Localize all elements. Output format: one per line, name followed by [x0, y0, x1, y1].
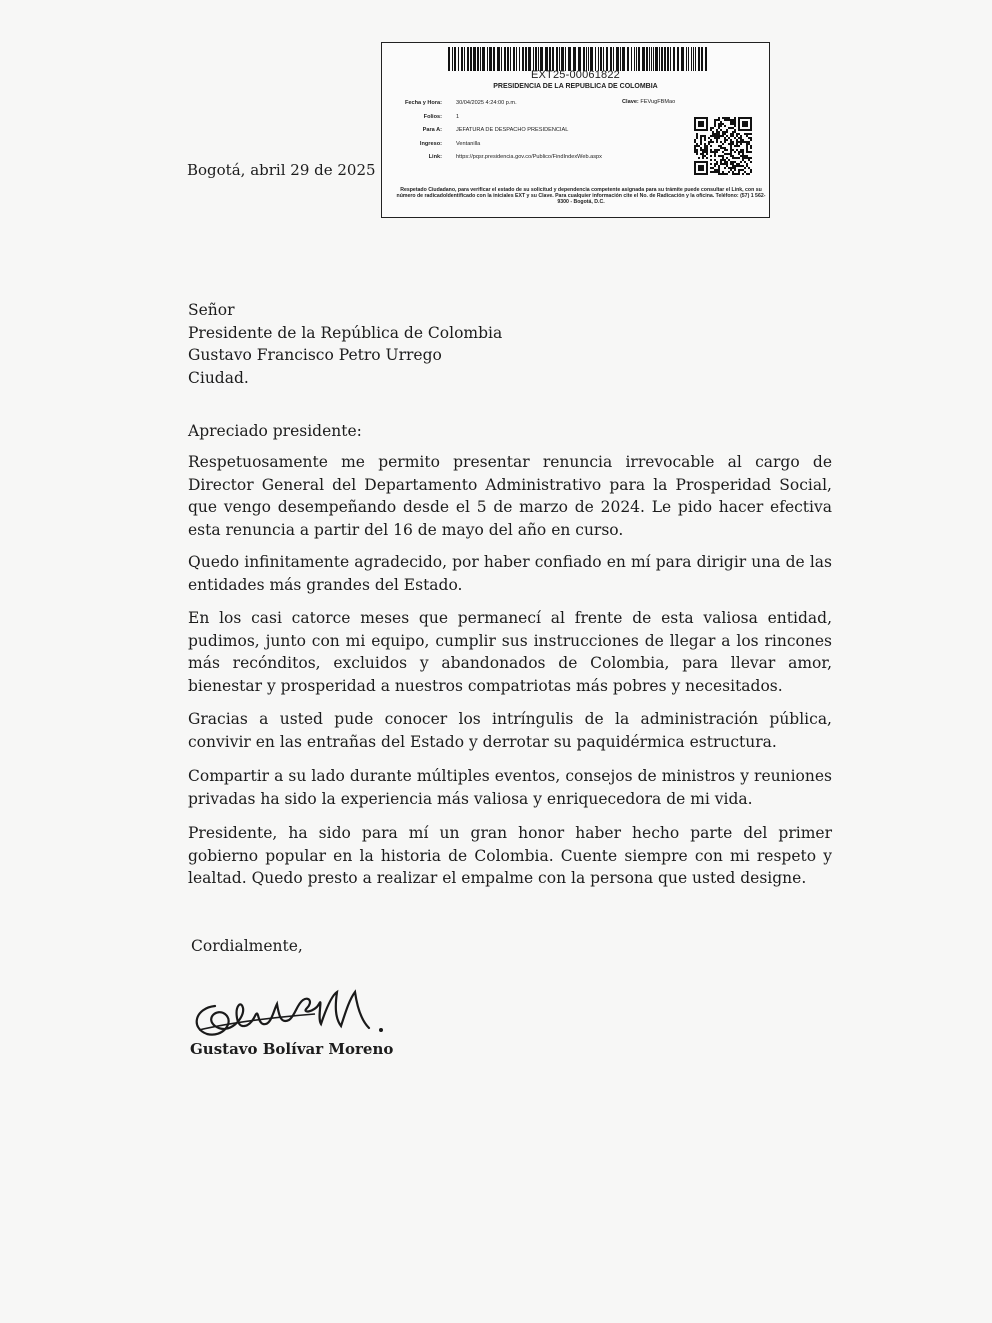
- letter-date: Bogotá, abril 29 de 2025: [187, 161, 376, 179]
- body-paragraph: En los casi catorce meses que permanecí al frente de esta valiosa entidad, pudimos, junto con mi equipo, cumplir sus instrucciones de llegar a los rincones más recónditos, excluidos y abandonados de Colombia, para llevar amor, bienestar y prosperidad a nuestros compatriotas más pobres y necesitados.: [188, 609, 832, 695]
- recipient-line: Gustavo Francisco Petro Urrego: [188, 346, 442, 364]
- radicado-number: EXT25-00061822: [530, 69, 621, 81]
- signer-name: Gustavo Bolívar Moreno: [190, 1040, 394, 1058]
- body-paragraph: Quedo infinitamente agradecido, por haber confiado en mí para dirigir una de las entidades más grandes del Estado.: [188, 553, 832, 594]
- recipient-block: [188, 299, 502, 389]
- recipient-line: Señor: [188, 301, 235, 319]
- radicado-stamp: EXT25-00061822 PRESIDENCIA DE LA REPUBLICA DE COLOMBIA Fecha y Hora: 30/04/2025 4:24:00 p.m. Folios: 1 Para A: JEFATURA DE DESPACHO PRESIDENCIAL Ingreso: Ventanilla Link: https://pqsr.presidencia.gov.co/Publico/FindIndexWeb.aspx Clave: FEVugFBMao Respetado Ciudadano, para verificar el estado de su solicitud y dependencia competente asignada para su trámite puede consultar el Link, con su número de radicadoIdentificado con la iniciales EXT y su Clave. Para cualquier información cite el No. de Radicación y la oficina. Teléfono: (57) 1 562-9300 - Bogotá, D.C.: [381, 42, 770, 218]
- stamp-clave: Clave: FEVugFBMao: [622, 99, 676, 105]
- body-paragraph: Presidente, ha sido para mí un gran honor haber hecho parte del primer gobierno popular en la historia de Colombia. Cuente siempre con mi respeto y lealtad. Quedo presto a realizar el empalme con la persona que usted designe.: [188, 824, 832, 887]
- stamp-notice: Respetado Ciudadano, para verificar el estado de su solicitud y dependencia competente asignada para su trámite puede consultar el Link, con su número de radicadoIdentificado con la iniciales EXT y su Clave. Para cualquier información cite el No. de Radicación y la oficina. Teléfono: (57) 1 562-9300 - Bogotá, D.C.: [396, 187, 766, 206]
- greeting: Apreciado presidente:: [188, 422, 362, 440]
- qr-code-icon: [694, 117, 752, 175]
- recipient-line: Presidente de la República de Colombia: [188, 323, 503, 342]
- barcode-icon: [448, 47, 708, 71]
- body-paragraph: Respetuosamente me permito presentar renuncia irrevocable al cargo de Director General del Departamento Administrativo para la Prosperidad Social, que vengo desempeñando desde el 5 de marzo de 2024. Le pido hacer efectiva esta renuncia a partir del 16 de mayo del año en curso.: [188, 453, 832, 539]
- body-paragraph: Gracias a usted pude conocer los intríngulis de la administración pública, convivir en las entrañas del Estado y derrotar su paquidérmica estructura.: [188, 710, 832, 751]
- body-paragraph: Compartir a su lado durante múltiples eventos, consejos de ministros y reuniones privadas ha sido la experiencia más valiosa y enriquecedora de mi vida.: [188, 767, 832, 808]
- closing: Cordialmente,: [191, 937, 303, 955]
- stamp-organization: PRESIDENCIA DE LA REPUBLICA DE COLOMBIA: [493, 83, 658, 90]
- recipient-line: Ciudad.: [188, 368, 249, 387]
